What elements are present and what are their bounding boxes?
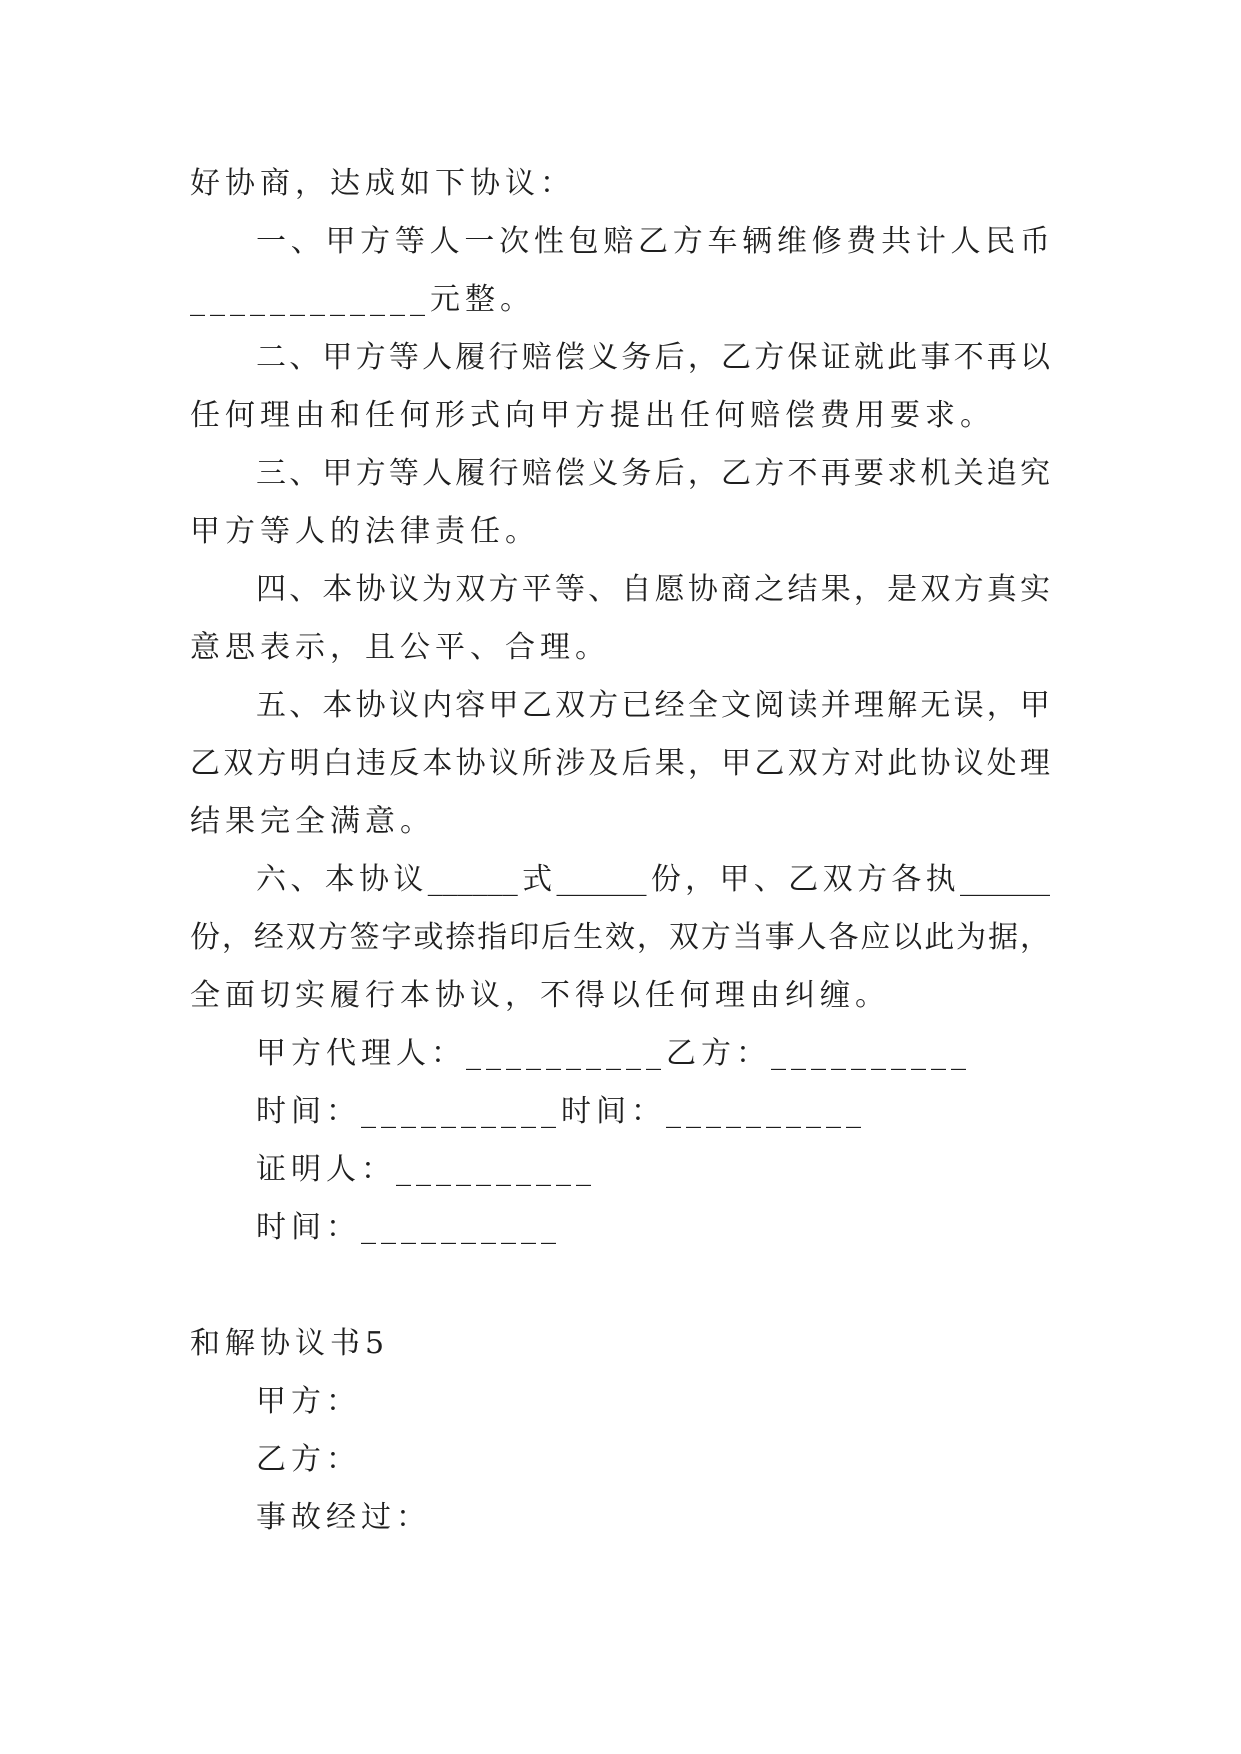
signature-party-line: 甲方代理人：__________乙方：__________ <box>256 1036 971 1071</box>
clause-6-line-1: 六、本协议______式______份，甲、乙双方各执______ <box>256 862 1050 897</box>
witness-line: 证明人：__________ <box>256 1152 596 1187</box>
clause-2-line-1: 二、甲方等人履行赔偿义务后，乙方保证就此事不再以 <box>256 340 1050 375</box>
witness-date-line: 时间：__________ <box>256 1210 561 1245</box>
accident-details-line: 事故经过： <box>256 1500 431 1535</box>
clause-4-line-1: 四、本协议为双方平等、自愿协商之结果，是双方真实 <box>256 572 1050 607</box>
clause-1-line-1: 一、甲方等人一次性包赔乙方车辆维修费共计人民币 <box>256 224 1050 259</box>
signature-date-line: 时间：__________时间：__________ <box>256 1094 866 1129</box>
clause-1-line-2: ____________元整。 <box>190 282 535 317</box>
clause-5-line-3: 结果完全满意。 <box>190 804 435 839</box>
agreement-intro-line: 好协商，达成如下协议： <box>190 166 575 201</box>
clause-2-line-2: 任何理由和任何形式向甲方提出任何赔偿费用要求。 <box>190 398 995 433</box>
section-spacer <box>190 1257 1050 1315</box>
clause-5-line-2: 乙双方明白违反本协议所涉及后果，甲乙双方对此协议处理 <box>190 746 1050 781</box>
clause-3-line-2: 甲方等人的法律责任。 <box>190 514 540 549</box>
clause-3-line-1: 三、甲方等人履行赔偿义务后，乙方不再要求机关追究 <box>256 456 1050 491</box>
clause-6-line-2: 份，经双方签字或捺指印后生效，双方当事人各应以此为据， <box>190 920 1050 955</box>
party-b-line: 乙方： <box>256 1442 361 1477</box>
party-a-line: 甲方： <box>256 1384 361 1419</box>
document-page <box>190 155 1050 1547</box>
section-title: 和解协议书5 <box>190 1326 390 1361</box>
clause-6-line-3: 全面切实履行本协议，不得以任何理由纠缠。 <box>190 978 890 1013</box>
clause-5-line-1: 五、本协议内容甲乙双方已经全文阅读并理解无误，甲 <box>256 688 1050 723</box>
clause-4-line-2: 意思表示，且公平、合理。 <box>190 630 610 665</box>
